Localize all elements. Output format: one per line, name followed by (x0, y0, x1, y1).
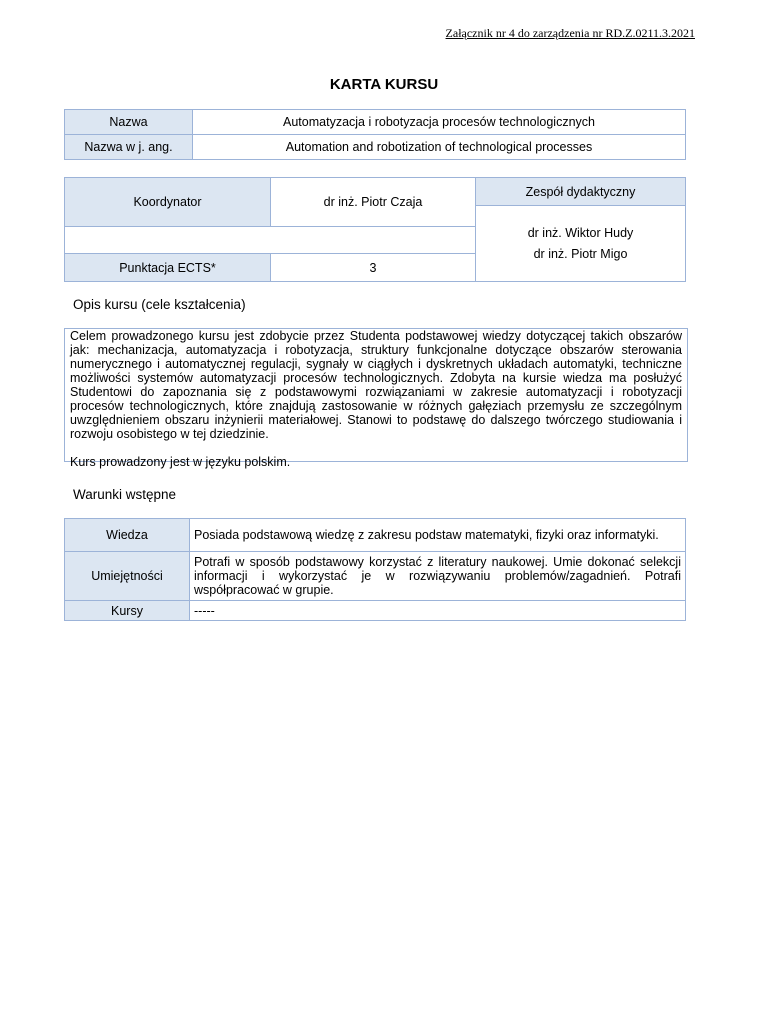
course-name-value: Automatyzacja i robotyzacja procesów technologicznych (193, 110, 686, 135)
attachment-note: Załącznik nr 4 do zarządzenia nr RD.Z.0211.3.2021 (445, 26, 695, 40)
course-name-en-value: Automation and robotization of technological processes (193, 135, 686, 160)
course-name-en-label: Nazwa w j. ang. (65, 135, 193, 160)
prerequisite-row (65, 552, 686, 601)
prerequisite-label: Wiedza (65, 519, 190, 552)
prerequisites-heading: Warunki wstępne (73, 487, 177, 502)
team-member: dr inż. Piotr Migo (533, 246, 628, 261)
description-heading: Opis kursu (cele kształcenia) (73, 297, 246, 312)
prerequisite-label: Kursy (65, 601, 190, 621)
course-name-en-row (65, 135, 686, 160)
prerequisite-value: Potrafi w sposób podstawowy korzystać z literatury naukowej. Umie dokonać selekcji informacji i wykorzystać je w rozwiązywaniu problemów/zagadnień. Potrafi współpracować w grupie. (190, 552, 686, 601)
prerequisite-row (65, 519, 686, 552)
empty-cell (65, 227, 476, 254)
description-box (64, 328, 688, 469)
ects-label: Punktacja ECTS* (65, 254, 271, 282)
prerequisite-value: Posiada podstawową wiedzę z zakresu podstaw matematyki, fizyki oraz informatyki. (190, 519, 686, 552)
staff-row-1 (65, 178, 686, 206)
team-member: dr inż. Wiktor Hudy (527, 225, 634, 240)
course-name-label: Nazwa (65, 110, 193, 135)
team-label: Zespół dydaktyczny (476, 178, 686, 206)
staff-table (64, 177, 686, 282)
page-title: KARTA KURSU (329, 76, 439, 93)
prerequisite-label: Umiejętności (65, 552, 190, 601)
course-name-table (64, 109, 686, 160)
description-language: Kurs prowadzony jest w języku polskim. (70, 455, 291, 469)
team-members (476, 206, 686, 282)
ects-value: 3 (271, 254, 476, 282)
prerequisites-table (64, 518, 686, 621)
coordinator-value: dr inż. Piotr Czaja (271, 178, 476, 227)
prerequisite-row (65, 601, 686, 621)
course-name-row (65, 110, 686, 135)
description-paragraph: Celem prowadzonego kursu jest zdobycie przez Studenta podstawowej wiedzy dotyczącej takich obszarów jak: mechanizacja, automatyzacja i robotyzacja, struktury funkcjonalne dotyczące obszarów sterowania numerycznego i automatycznej regulacji, sygnały w ciągłych i dyskretnych układach automatyki, techniczne możliwości systemów automatyzacji procesów technologicznych. Zdobyta na kursie wiedza ma posłużyć Studentowi do zapoznania się z podstawowymi rozwiązaniami w zakresie automatyzacji i robotyzacji procesów technologicznych, które znajdują zastosowanie w różnych gałęziach przemysłu ze szczególnym uwzględnieniem obszaru inżynierii materiałowej. Stanowi to podstawę do dalszego twórczego studiowania i rozwoju osobistego w tej dziedzinie. (70, 329, 682, 441)
prerequisite-value: ----- (190, 601, 686, 621)
coordinator-label: Koordynator (65, 178, 271, 227)
